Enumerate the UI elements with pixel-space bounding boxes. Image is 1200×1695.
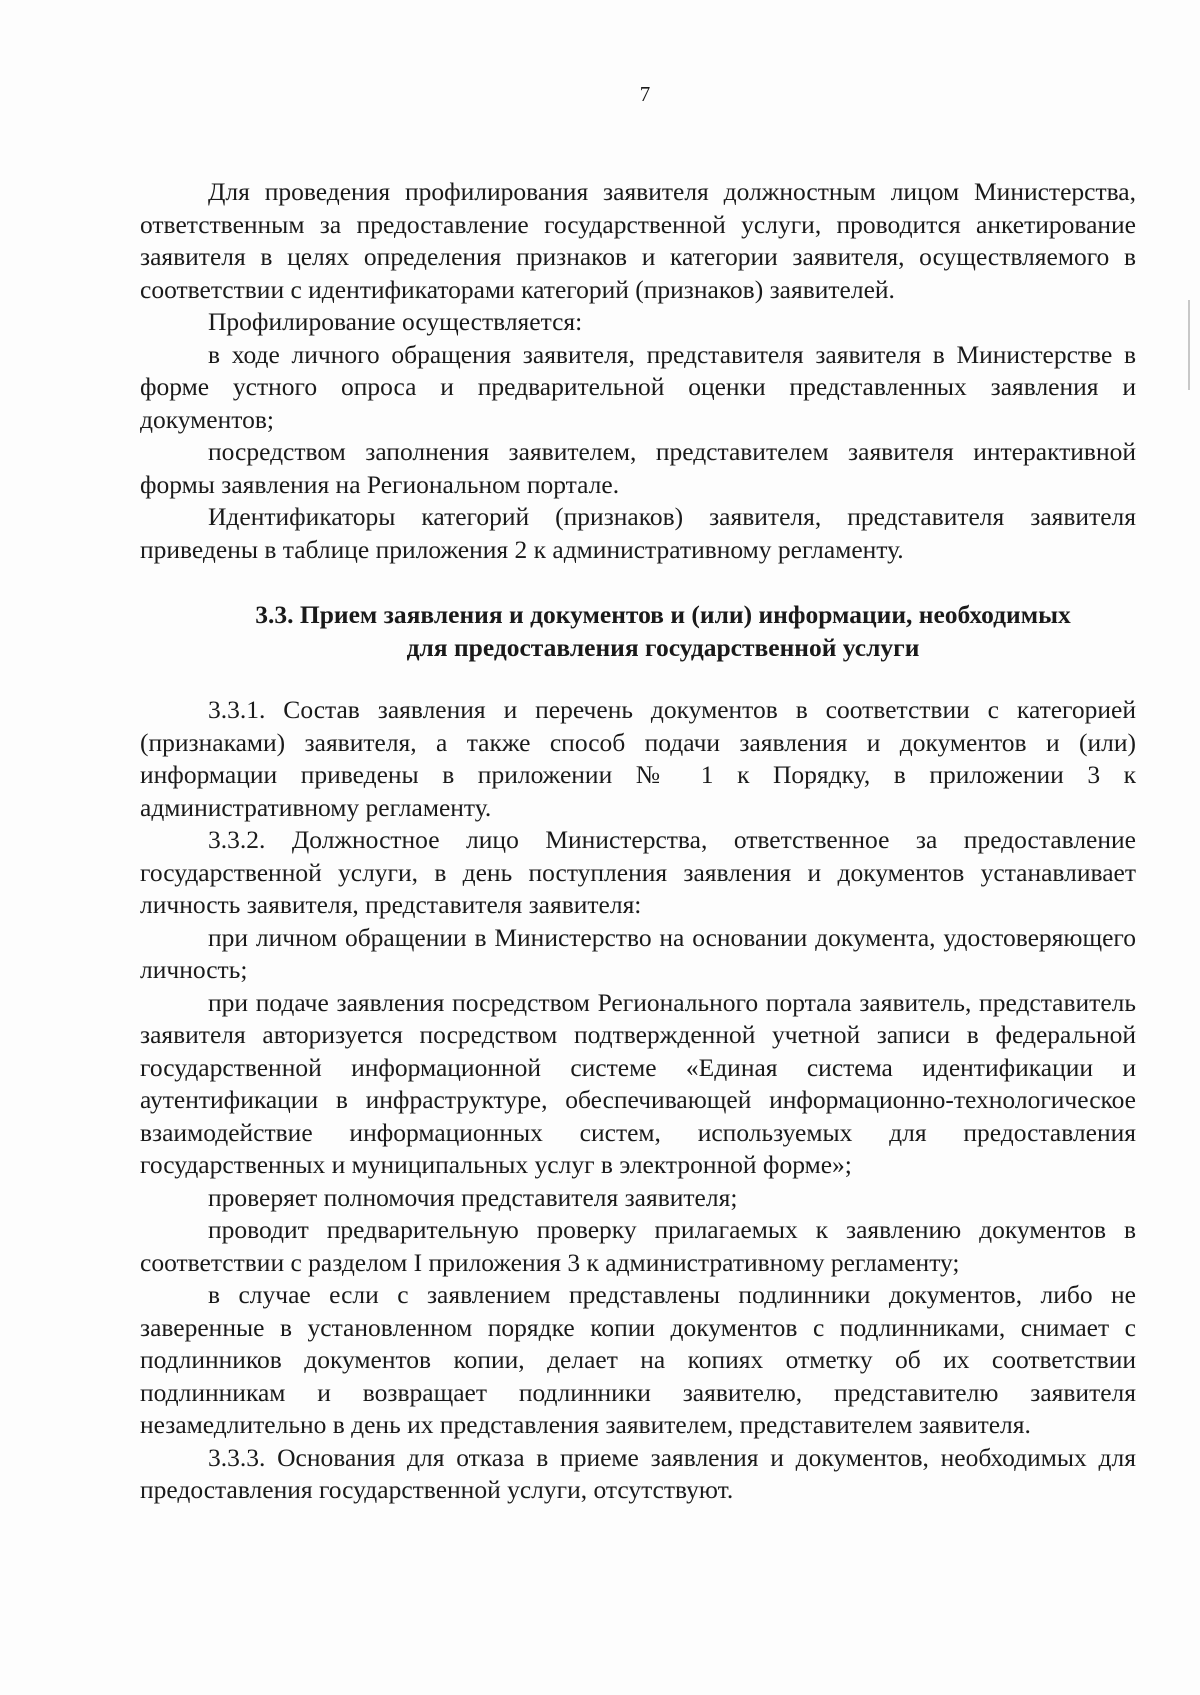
paragraph-identifiers: Идентификаторы категорий (признаков) заявителя, представителя заявителя приведены в таблице приложения 2 к административному регламенту.: [140, 502, 1136, 564]
paragraph-3-3-3: 3.3.3. Основания для отказа в приеме заявления и документов, необходимых для предоставления государственной услуги, отсутствуют.: [140, 1442, 1136, 1504]
paragraph-personal-visit: в ходе личного обращения заявителя, представителя заявителя в Министерстве в форме устного опроса и предварительной оценки представленных заявления и документов;: [140, 339, 1136, 434]
paragraph-preliminary-check: проводит предварительную проверку прилагаемых к заявлению документов в соответствии с разделом I приложения 3 к административному регламенту;: [140, 1215, 1136, 1277]
scan-edge-mark: [1188, 300, 1190, 390]
paragraph-3-3-1: 3.3.1. Состав заявления и перечень документов в соответствии с категорией (признаками) заявителя, а также способ подачи заявления и документов и (или) информации приведены в приложении № 1 к Порядку, в приложении 3 к административному регламенту.: [140, 695, 1136, 822]
section-heading-line-2: для предоставления государственной услуги: [406, 633, 920, 662]
section-heading: [140, 598, 1136, 664]
paragraph-online-form: посредством заполнения заявителем, представителем заявителя интерактивной формы заявления на Региональном портале.: [140, 437, 1136, 499]
paragraph-profiling-intro: Для проведения профилирования заявителя должностным лицом Министерства, ответственным за предоставление государственной услуги, проводится анкетирование заявителя в целях определения признаков и категории заявителя, осуществляемого в соответствии с идентификаторами категорий (признаков) заявителей.: [140, 177, 1136, 304]
paragraph-regional-portal: при подаче заявления посредством Регионального портала заявитель, представитель заявителя авторизуется посредством подтвержденной учетной записи в федеральной государственной информационной системе «Единая система идентификации и аутентификации в инфраструктуре, обеспечивающей информационно-технологическое взаимодействие информационных систем, используемых для предоставления государственных и муниципальных услуг в электронной форме»;: [140, 987, 1136, 1179]
paragraph-check-authority: проверяет полномочия представителя заявителя;: [208, 1182, 738, 1212]
paragraph-originals: в случае если с заявлением представлены подлинники документов, либо не заверенные в установленном порядке копии документов с подлинниками, снимает с подлинников документов копии, делает на копиях отметку об их соответствии подлинникам и возвращает подлинники заявителю, представителю заявителя незамедлительно в день их представления заявителем, представителем заявителя.: [140, 1280, 1136, 1439]
section-heading-line-1: 3.3. Прием заявления и документов и (или) информации, необходимых: [255, 600, 1071, 629]
document-body: [140, 176, 1136, 1507]
page-number: 7: [639, 82, 651, 106]
paragraph-3-3-2: 3.3.2. Должностное лицо Министерства, ответственное за предоставление государственной услуги, в день поступления заявления и документов устанавливает личность заявителя, представителя заявителя:: [140, 825, 1136, 919]
paragraph-in-person: при личном обращении в Министерство на основании документа, удостоверяющего личность;: [140, 922, 1136, 984]
paragraph-profiling-method: Профилирование осуществляется:: [208, 307, 583, 336]
